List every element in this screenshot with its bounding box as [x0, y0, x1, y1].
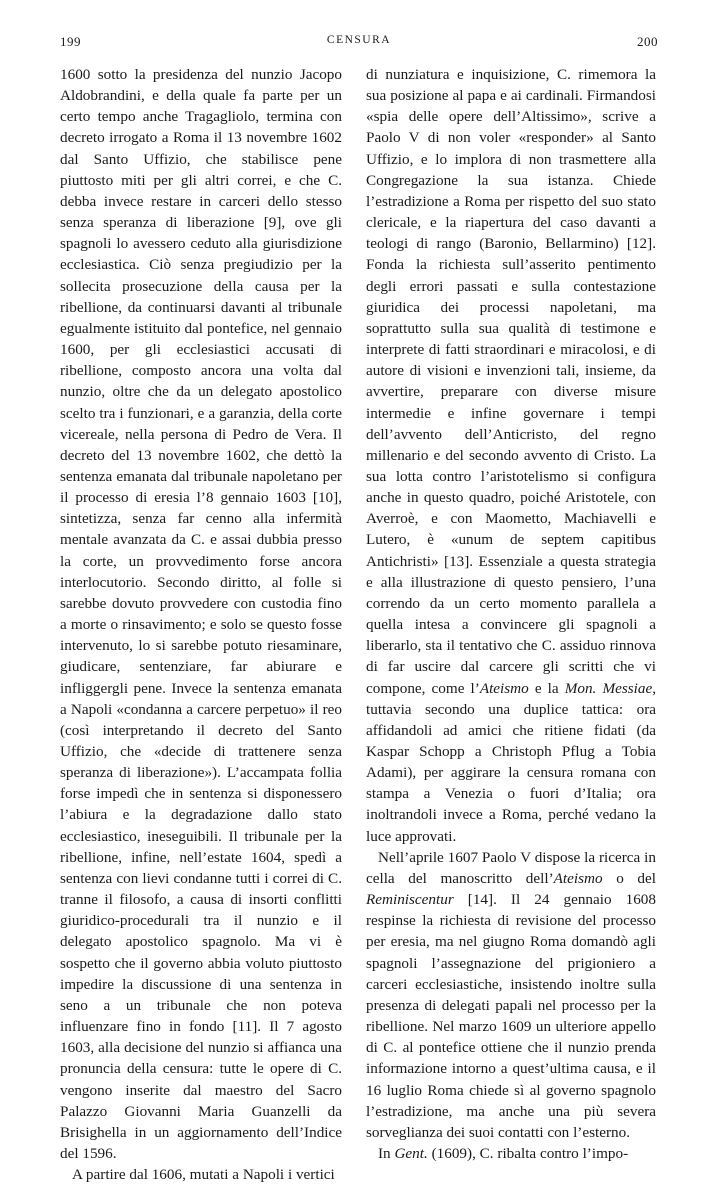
running-title: CENSURA	[326, 34, 392, 46]
text-run: [14]. Il 24 gennaio 1608 respinse la richiesta di revisione del processo per eresia, ma nel giugno Roma domandò agli spagnoli l’assegnazione del prigioniero a carceri ecclesiastiche, insistendo inoltre sulla presenza di delegati papali nel processo per la ribellione. Nel marzo 1609 un ulteriore appello di C. al pontefice ottiene che il nunzio prenda informazione intorno a quest’ultima causa, e il 16 luglio Roma chiede sì al governo spagnolo l’estradizione, ma anche una più severa sorveglianza dei suoi contatti con l’esterno.	[366, 891, 656, 1141]
title-gent: Gent.	[394, 1144, 428, 1162]
right-paragraph-2	[366, 847, 656, 1143]
left-paragraph-2: A partire dal 1606, mutati a Napoli i vertici	[72, 1166, 335, 1184]
title-ateismo: Ateismo	[553, 869, 603, 887]
text-run: In	[378, 1144, 395, 1162]
text-run: e la	[528, 679, 565, 697]
left-paragraph-1: 1600 sotto la presidenza del nunzio Jacopo Aldobrandini, e della quale fa parte per un certo tempo anche Tragagliolo, termina con decreto irrogato a Roma il 13 novembre 1602 dal Santo Uffizio, che stabilisce pene piuttosto miti per gli altri correi, e che C. debba invece restare in carceri dello stesso senza speranza di liberazione [9], ove gli spagnoli lo avessero ceduto alla giurisdizione ecclesiastica. Ciò senza pregiudizio per la sollecita prosecuzione della causa per la ribellione, da continuarsi davanti al tribunale egualmente istituito dal pontefice, nel gennaio 1600, per gli ecclesiastici accusati di ribellione, composto ancora una volta dal nunzio, oltre che da un delegato apostolico scelto tra i funzionari, e a garanzia, della corte vicereale, nella persona di Pedro de Vera. Il decreto del 13 novembre 1602, che dettò la sentenza emanata dal tribunale napoletano per il processo di eresia l’8 gennaio 1603 [10], sintetizza, senza far cenno alla infermità mentale avanzata da C. e assai dubbia presso la corte, un provvedimento forse ancora interlocutorio. Secondo diritto, al folle si sarebbe dovuto provvedere con custodia fino a morte o rinsavimento; e solo se questo fosse intervenuto, lo si sarebbe potuto riesaminare, giudicare, sentenziare, far abiurare e infliggergli pene. Invece la sentenza emanata a Napoli «condanna a carcere perpetuo» il reo (così interpretando il decreto del Santo Uffizio, che «decide di trattenere senza speranza di liberazione»). L’accampata follia forse impedì che in sentenza si disponessero l’abiura e la degradazione dallo stato ecclesiastico, ineseguibili. Il tribunale per la ribellione, infine, nell’estate 1604, spedì a sentenza con lievi condanne tutti i correi di C. tranne il filosofo, a causa di insorti conflitti giuridico-procedurali tra il nunzio e il delegato apostolico spagnolo. Ma vi è sospetto che il governo abbia voluto piuttosto impedire la discussione di una sentenza in seno a un tribunale che non poteva influenzare fino in fondo [11]. Il 7 agosto 1603, alla decisione del nunzio si affianca una pronuncia della censura: tutte le opere di C. vengono inserite dal maestro del Sacro Palazzo Giovanni Maria Guanzelli da Brisighella in un aggiornamento dell’Indice del 1596.	[60, 66, 342, 1162]
text-run: Nell’aprile 1607 Paolo V dispose la ricerca in cella del manoscritto dell’	[366, 848, 656, 887]
right-paragraph-1	[366, 64, 656, 847]
right-paragraph-3	[366, 1143, 656, 1164]
page-number-right: 200	[637, 34, 658, 49]
title-reminiscentur: Reminiscentur	[366, 891, 454, 909]
text-run: (1609), C. ribalta contro l’impo-	[427, 1144, 629, 1162]
right-column	[366, 64, 656, 1164]
text-run: , tuttavia secondo una duplice tattica: ora affidandoli ad amici che ritiene fidati (da Kaspar Schopp a Christoph Pflug a Tobia Adami), per aggirare la censura romana con stampa a Venezia o fuori d’Italia; ora inoltrandoli invece a Roma, perché vedano la luce approvati.	[366, 679, 657, 845]
text-run: di nunziatura e inquisizione, C. rimemora la sua posizione al papa e ai cardinali. Firmandosi «spia delle opere dell’Altissimo», scrive a Paolo V di non voler «responder» al Santo Uffizio, e lo implora di non trasmettere alla Congregazione la sua istanza. Chiede l’estradizione a Roma per rispetto del suo stato clericale, e la riapertura del caso davanti a teologi di rango (Baronio, Bellarmino) [12]. Fonda la richiesta sull’asserito pentimento degli errori passati e sulla contestazione giuridica dei processi napoletani, ma soprattutto sulla sua qualità di testimone e interprete di fatti straordinari e miracolosi, e di autore di visioni e invenzioni tali, insieme, da avvertire, preparare con diverse misure intermedie e infine governare i tempi dell’avvento dell’Anticristo, del regno millenario e del secondo avvento di Cristo. La sua lotta contro l’aristotelismo si configura anche in questo quadro, poiché Aristotele, con Averroè, e con Maometto, Machiavelli e Lutero, è «unum de septem capitibus Antichristi» [13]. Essenziale a questa strategia e alla illustrazione di questo pensiero, l’una correndo da un certo momento parallela a quella intesa a convincere gli spagnoli a liberarlo, sta il tentativo che C. assiduo rinnova di far uscire dal carcere gli scritti che vi compone, come l’	[366, 66, 656, 697]
page-number-left: 199	[60, 34, 81, 49]
running-header	[60, 34, 658, 54]
title-mon-messiae: Mon. Messiae	[564, 679, 653, 697]
title-ateismo: Ateismo	[479, 679, 529, 697]
left-column	[60, 64, 342, 1185]
text-run: o del	[602, 869, 656, 887]
